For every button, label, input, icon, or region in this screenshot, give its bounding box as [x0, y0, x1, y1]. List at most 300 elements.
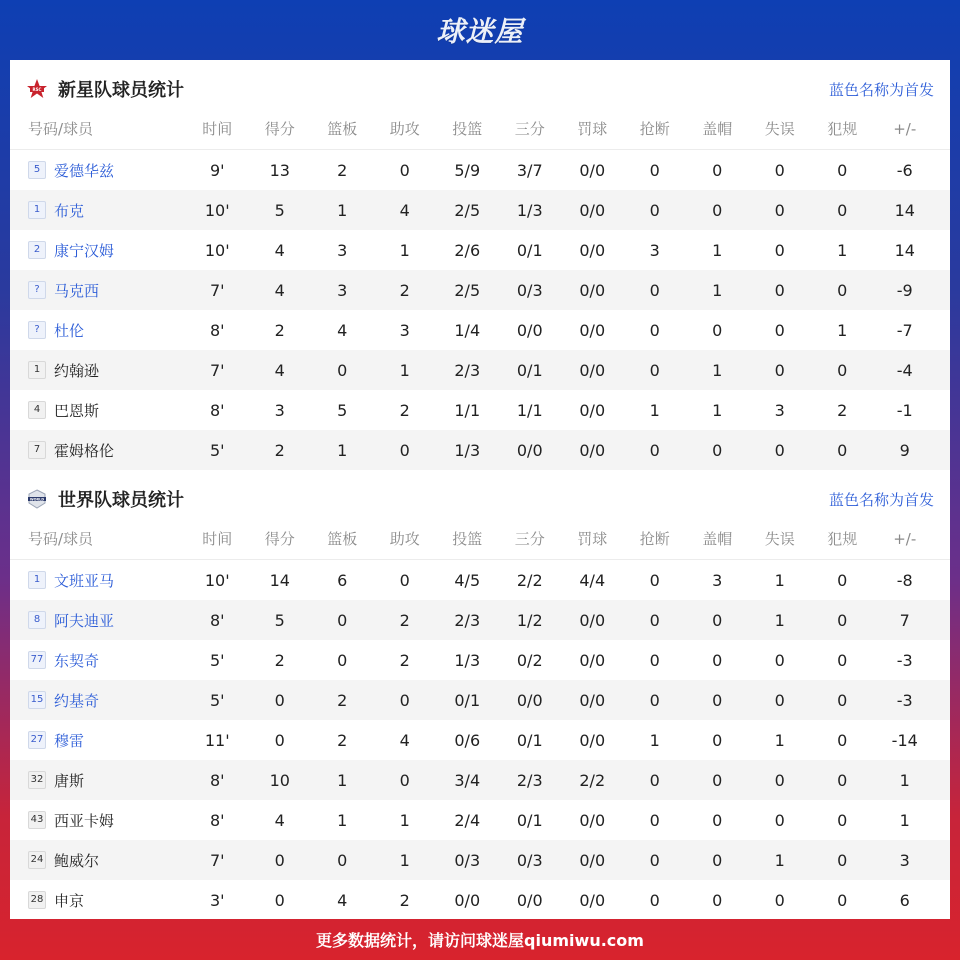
stat-cell: 3 [899, 850, 910, 870]
table-row [10, 720, 950, 760]
stat-cell: 0 [712, 770, 723, 790]
stat-cell: 0/0 [579, 810, 606, 830]
column-header: 三分 [514, 530, 545, 548]
jersey-number-badge: ? [28, 281, 46, 299]
column-header: 犯规 [827, 120, 858, 138]
stat-cell: -3 [896, 650, 913, 670]
stats-card [10, 60, 950, 919]
stat-cell: 5 [337, 400, 348, 420]
column-header: 抢断 [639, 530, 670, 548]
jersey-number-badge: 43 [28, 811, 46, 829]
table-row [10, 310, 950, 350]
jersey-number-badge: 27 [28, 731, 46, 749]
stat-cell: 0 [649, 850, 660, 870]
stat-cell: 0 [274, 730, 285, 750]
stat-cell: 0 [837, 650, 848, 670]
team-title: 世界队球员统计 [58, 490, 184, 511]
stat-cell: 2 [399, 890, 410, 910]
stat-cell: 2 [337, 690, 348, 710]
stat-cell: 0 [399, 160, 410, 180]
table-row [10, 680, 950, 720]
column-header: 盖帽 [702, 120, 733, 138]
column-header: 投篮 [452, 120, 483, 138]
jersey-number-badge: 24 [28, 851, 46, 869]
stat-cell: 4 [274, 360, 285, 380]
stat-cell: 0/1 [454, 690, 481, 710]
stat-cell: 3 [399, 320, 410, 340]
stat-cell: 0/0 [579, 850, 606, 870]
stat-cell: 0/0 [579, 730, 606, 750]
stat-cell: 0/0 [516, 440, 543, 460]
stat-cell: 1 [337, 440, 348, 460]
column-header: 失误 [764, 530, 795, 548]
team-header [10, 70, 950, 108]
column-header: 助攻 [389, 530, 420, 548]
table-row [10, 800, 950, 840]
jersey-number-badge: 2 [28, 241, 46, 259]
stat-cell: 3 [274, 400, 285, 420]
stat-cell: 0 [712, 160, 723, 180]
stat-cell: 1 [774, 610, 785, 630]
stat-cell: -4 [896, 360, 913, 380]
column-header: +/- [893, 119, 917, 138]
stat-cell: 6 [899, 890, 910, 910]
player-name[interactable]: 约翰逊 [54, 361, 100, 380]
stat-cell: -1 [896, 400, 913, 420]
player-cell [10, 240, 186, 261]
stat-cell: 0 [837, 200, 848, 220]
rising-stars-logo-icon [26, 78, 48, 100]
stat-cell: 1 [837, 240, 848, 260]
player-cell [10, 890, 186, 911]
stat-cell: 2/6 [454, 240, 481, 260]
player-name[interactable]: 唐斯 [54, 771, 85, 790]
stat-cell: 0/0 [579, 890, 606, 910]
jersey-number-badge: 4 [28, 401, 46, 419]
stat-cell: 0 [837, 890, 848, 910]
table-row [10, 150, 950, 190]
stat-cell: 0/1 [516, 360, 543, 380]
world-team-logo-icon [26, 488, 48, 510]
team-section-rising [10, 70, 950, 470]
stat-cell: 1/1 [454, 400, 481, 420]
player-cell [10, 850, 186, 871]
stat-cell: 7 [899, 610, 910, 630]
stat-cell: 4 [337, 890, 348, 910]
column-header: 篮板 [327, 530, 358, 548]
stat-cell: 10' [204, 570, 230, 590]
player-name[interactable]: 约基奇 [54, 691, 100, 710]
stat-cell: 1 [712, 360, 723, 380]
footer-banner: 更多数据统计，请访问球迷屋qiumiwu.com [316, 931, 644, 950]
column-header: 助攻 [389, 120, 420, 138]
stat-cell: 1/3 [516, 200, 543, 220]
svg-text:RSC: RSC [32, 87, 42, 92]
starter-note: 蓝色名称为首发 [828, 490, 934, 509]
player-cell [10, 610, 186, 631]
stat-cell: 0 [274, 690, 285, 710]
stat-cell: 0 [712, 440, 723, 460]
stat-cell: 0 [399, 570, 410, 590]
stat-cell: 1/4 [454, 320, 481, 340]
stat-cell: 1/3 [454, 440, 481, 460]
stat-cell: 1 [399, 850, 410, 870]
stat-cell: 0/0 [454, 890, 481, 910]
table-row [10, 640, 950, 680]
column-header: 得分 [264, 120, 295, 138]
column-header: +/- [893, 529, 917, 548]
column-header-player: 号码/球员 [28, 530, 94, 548]
stat-cell: 2/3 [516, 770, 543, 790]
table-row [10, 390, 950, 430]
stat-cell: 1 [712, 400, 723, 420]
stat-cell: 0 [649, 690, 660, 710]
team-title: 新星队球员统计 [58, 80, 184, 101]
stat-cell: 0 [774, 240, 785, 260]
stat-cell: 4/5 [454, 570, 481, 590]
player-cell [10, 690, 186, 711]
stat-cell: 4 [337, 320, 348, 340]
stat-cell: 3 [712, 570, 723, 590]
table-row [10, 270, 950, 310]
column-header: 投篮 [452, 530, 483, 548]
stat-cell: 4 [399, 200, 410, 220]
stat-cell: 10' [204, 200, 230, 220]
stat-cell: 5 [274, 200, 285, 220]
stat-cell: 0 [649, 570, 660, 590]
stat-cell: 1 [774, 730, 785, 750]
stat-cell: 0 [774, 890, 785, 910]
stat-cell: 0 [337, 610, 348, 630]
table-row [10, 560, 950, 600]
stat-cell: 0/1 [516, 730, 543, 750]
stat-cell: 8' [209, 610, 225, 630]
starter-note: 蓝色名称为首发 [828, 80, 934, 99]
stat-cell: 3/4 [454, 770, 481, 790]
stat-cell: 1 [337, 200, 348, 220]
column-header: 抢断 [639, 120, 670, 138]
stat-cell: 2 [337, 160, 348, 180]
stat-cell: 0 [837, 770, 848, 790]
stat-cell: 2/5 [454, 200, 481, 220]
stat-cell: 0 [712, 890, 723, 910]
player-name[interactable]: 康宁汉姆 [54, 241, 115, 260]
jersey-number-badge: 1 [28, 201, 46, 219]
column-header: 时间 [202, 120, 233, 138]
stat-cell: 3' [209, 890, 225, 910]
column-header-player: 号码/球员 [28, 120, 94, 138]
stat-cell: -8 [896, 570, 913, 590]
player-name[interactable]: 西亚卡姆 [54, 811, 115, 830]
stat-cell: 0 [649, 810, 660, 830]
stat-cell: 0 [712, 810, 723, 830]
player-cell [10, 570, 186, 591]
player-name[interactable]: 杜伦 [54, 321, 85, 340]
stat-cell: 0 [837, 850, 848, 870]
stat-cell: 0 [837, 440, 848, 460]
stat-cell: 0 [774, 360, 785, 380]
stat-cell: 1 [899, 770, 910, 790]
stat-cell: 1 [399, 360, 410, 380]
stat-cell: 5' [209, 690, 225, 710]
stat-cell: 0 [712, 200, 723, 220]
player-cell [10, 810, 186, 831]
stat-cell: 0/0 [579, 160, 606, 180]
stat-cell: 1 [774, 570, 785, 590]
stat-cell: 2 [399, 650, 410, 670]
player-name[interactable]: 鲍威尔 [54, 851, 100, 870]
stat-cell: 0 [274, 890, 285, 910]
stat-cell: 0 [399, 770, 410, 790]
player-cell [10, 280, 186, 301]
stat-cell: 0 [712, 320, 723, 340]
stat-cell: 0 [274, 850, 285, 870]
column-header: 三分 [514, 120, 545, 138]
stat-cell: 1 [399, 810, 410, 830]
player-cell [10, 650, 186, 671]
stat-cell: 0 [337, 850, 348, 870]
stat-cell: 3 [337, 280, 348, 300]
table-header [10, 108, 950, 150]
stat-cell: 0 [337, 650, 348, 670]
stat-cell: 14 [894, 200, 915, 220]
column-header: 犯规 [827, 530, 858, 548]
stat-cell: 0/2 [516, 650, 543, 670]
stat-cell: 9 [899, 440, 910, 460]
player-name[interactable]: 霍姆格伦 [54, 441, 115, 460]
table-row [10, 430, 950, 470]
stat-cell: -7 [896, 320, 913, 340]
stat-cell: 0 [399, 690, 410, 710]
stat-cell: 2 [274, 440, 285, 460]
player-name[interactable]: 穆雷 [54, 731, 85, 750]
column-header: 罚球 [577, 530, 608, 548]
stat-cell: 0 [837, 810, 848, 830]
stat-cell: 2/3 [454, 610, 481, 630]
player-name[interactable]: 布克 [54, 201, 85, 220]
stat-cell: 2 [837, 400, 848, 420]
stat-cell: 1 [649, 730, 660, 750]
stat-cell: 0 [837, 360, 848, 380]
stat-cell: 0 [337, 360, 348, 380]
jersey-number-badge: ? [28, 321, 46, 339]
stat-cell: 0 [649, 890, 660, 910]
stat-cell: 2/3 [454, 360, 481, 380]
stat-cell: 0 [774, 650, 785, 670]
stat-cell: 14 [269, 570, 290, 590]
stat-cell: 0/3 [516, 850, 543, 870]
stat-cell: 1 [712, 240, 723, 260]
stat-cell: 0 [774, 440, 785, 460]
svg-text:WORLD: WORLD [29, 497, 45, 502]
stat-cell: 0 [712, 690, 723, 710]
stat-cell: 0 [712, 610, 723, 630]
stat-cell: -9 [896, 280, 913, 300]
player-cell [10, 360, 186, 381]
stat-cell: 0/0 [579, 240, 606, 260]
stat-cell: 10 [269, 770, 290, 790]
stat-cell: -3 [896, 690, 913, 710]
jersey-number-badge: 77 [28, 651, 46, 669]
player-name[interactable]: 马克西 [54, 281, 100, 300]
table-row [10, 880, 950, 920]
stat-cell: 11' [204, 730, 230, 750]
stat-cell: 0 [837, 570, 848, 590]
stat-cell: 0 [774, 810, 785, 830]
stat-cell: 1 [649, 400, 660, 420]
stat-cell: 2/2 [579, 770, 606, 790]
jersey-number-badge: 5 [28, 161, 46, 179]
stat-cell: 2 [274, 650, 285, 670]
stat-cell: 0 [712, 650, 723, 670]
player-cell [10, 160, 186, 181]
stat-cell: -6 [896, 160, 913, 180]
player-name[interactable]: 东契奇 [54, 651, 100, 670]
stat-cell: 4 [274, 810, 285, 830]
stat-cell: 1 [337, 770, 348, 790]
table-row [10, 600, 950, 640]
table-row [10, 190, 950, 230]
stat-cell: 5' [209, 650, 225, 670]
stat-cell: 0 [837, 280, 848, 300]
stat-cell: 0/0 [579, 610, 606, 630]
table-row [10, 760, 950, 800]
stat-cell: 0/0 [579, 200, 606, 220]
stat-cell: 0/1 [516, 240, 543, 260]
stat-cell: 2/2 [516, 570, 543, 590]
stat-cell: 7' [209, 280, 225, 300]
player-name[interactable]: 申京 [54, 891, 85, 910]
stat-cell: 4 [399, 730, 410, 750]
stat-cell: 1 [399, 240, 410, 260]
table-row [10, 840, 950, 880]
jersey-number-badge: 7 [28, 441, 46, 459]
column-header: 时间 [202, 530, 233, 548]
stat-cell: 2 [399, 610, 410, 630]
stat-cell: 0 [774, 160, 785, 180]
stat-cell: 0/0 [516, 890, 543, 910]
stat-cell: 0/0 [579, 650, 606, 670]
stat-cell: 2 [399, 280, 410, 300]
jersey-number-badge: 28 [28, 891, 46, 909]
stat-cell: 0 [837, 730, 848, 750]
jersey-number-badge: 1 [28, 361, 46, 379]
player-name[interactable]: 阿夫迪亚 [54, 611, 115, 630]
stat-cell: 8' [209, 810, 225, 830]
column-header: 得分 [264, 530, 295, 548]
stat-cell: 0 [649, 770, 660, 790]
brand-logo: 球迷屋 [436, 15, 524, 48]
stat-cell: 0 [712, 850, 723, 870]
stat-cell: 1 [899, 810, 910, 830]
stat-cell: 3 [774, 400, 785, 420]
stat-cell: 1 [837, 320, 848, 340]
stat-cell: 4/4 [579, 570, 606, 590]
stat-cell: 0/0 [579, 690, 606, 710]
jersey-number-badge: 32 [28, 771, 46, 789]
column-header: 篮板 [327, 120, 358, 138]
stat-cell: 0/0 [579, 400, 606, 420]
column-header: 失误 [764, 120, 795, 138]
stat-cell: 2/5 [454, 280, 481, 300]
stat-cell: 5/9 [454, 160, 481, 180]
stat-cell: 1/3 [454, 650, 481, 670]
stat-cell: 8' [209, 400, 225, 420]
stat-cell: 14 [894, 240, 915, 260]
stat-cell: 0 [837, 160, 848, 180]
stat-cell: 10' [204, 240, 230, 260]
table-row [10, 230, 950, 270]
stat-cell: 0 [649, 200, 660, 220]
stat-cell: 4 [274, 240, 285, 260]
stat-cell: 0 [712, 730, 723, 750]
stat-cell: 2/4 [454, 810, 481, 830]
stat-cell: 0 [399, 440, 410, 460]
stat-cell: 0/6 [454, 730, 481, 750]
jersey-number-badge: 8 [28, 611, 46, 629]
stat-cell: 5 [274, 610, 285, 630]
player-cell [10, 200, 186, 221]
table-row [10, 350, 950, 390]
stat-cell: 0 [649, 280, 660, 300]
stat-cell: 0 [649, 320, 660, 340]
player-cell [10, 440, 186, 461]
stat-cell: 2 [399, 400, 410, 420]
column-header: 盖帽 [702, 530, 733, 548]
player-rows [10, 560, 950, 920]
stat-cell: 0/0 [579, 280, 606, 300]
stat-cell: 4 [274, 280, 285, 300]
stat-cell: -14 [891, 730, 918, 750]
stat-cell: 7' [209, 360, 225, 380]
stat-cell: 3 [649, 240, 660, 260]
stat-cell: 0/0 [579, 440, 606, 460]
stat-cell: 0 [837, 690, 848, 710]
player-name[interactable]: 文班亚马 [54, 571, 115, 590]
stat-cell: 2 [337, 730, 348, 750]
stat-cell: 0 [774, 770, 785, 790]
stat-cell: 0 [774, 200, 785, 220]
jersey-number-badge: 1 [28, 571, 46, 589]
stat-cell: 0/0 [516, 690, 543, 710]
stat-cell: 0 [649, 360, 660, 380]
team-section-world [10, 480, 950, 920]
team-header [10, 480, 950, 518]
stat-cell: 0 [774, 690, 785, 710]
stat-cell: 0 [649, 440, 660, 460]
stat-cell: 0/0 [579, 360, 606, 380]
player-name[interactable]: 巴恩斯 [54, 401, 100, 420]
stat-cell: 0 [774, 280, 785, 300]
stat-cell: 1 [712, 280, 723, 300]
stat-cell: 0/0 [516, 320, 543, 340]
stat-cell: 0 [649, 610, 660, 630]
stat-cell: 0 [837, 610, 848, 630]
player-cell [10, 320, 186, 341]
jersey-number-badge: 15 [28, 691, 46, 709]
stat-cell: 1/2 [516, 610, 543, 630]
table-header [10, 518, 950, 560]
stat-cell: 1 [337, 810, 348, 830]
stat-cell: 0/0 [579, 320, 606, 340]
stat-cell: 7' [209, 850, 225, 870]
player-name[interactable]: 爱德华兹 [54, 161, 115, 180]
stat-cell: 13 [269, 160, 290, 180]
player-rows [10, 150, 950, 470]
stat-cell: 9' [209, 160, 225, 180]
player-cell [10, 770, 186, 791]
stat-cell: 3/7 [516, 160, 543, 180]
